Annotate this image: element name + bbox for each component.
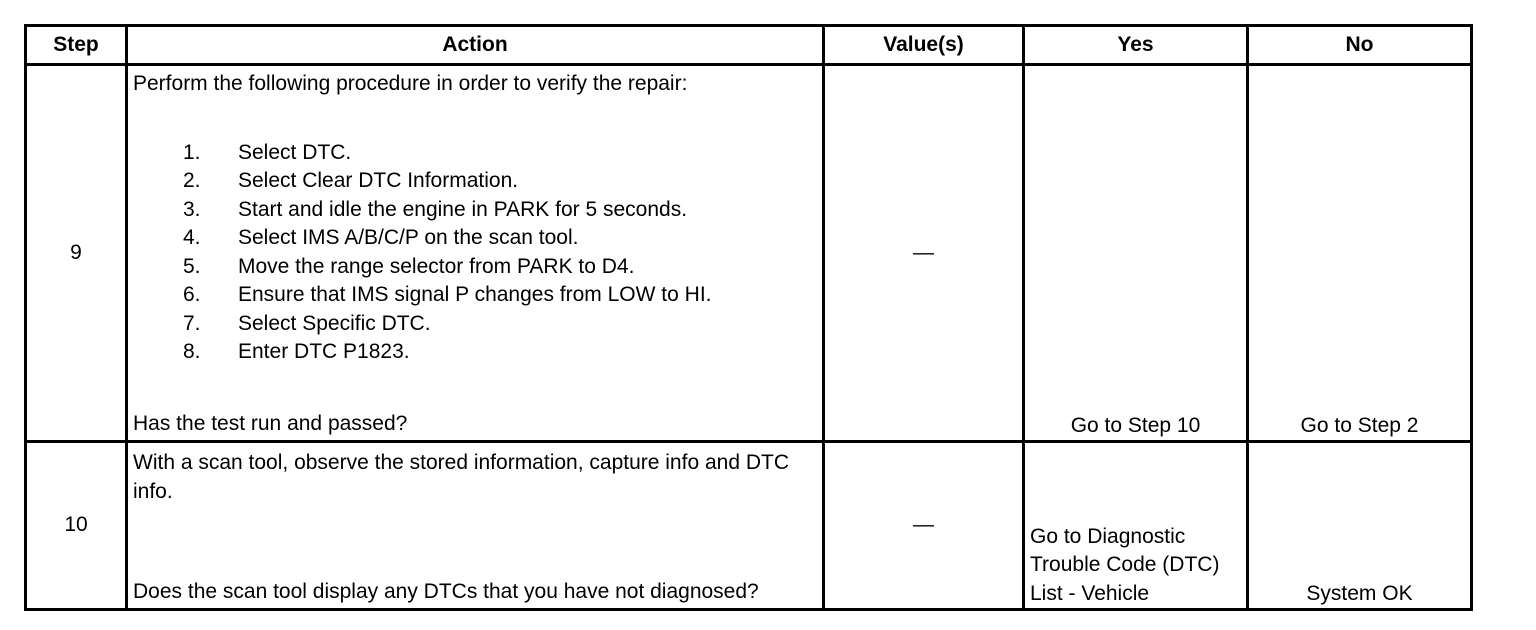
- procedure-item: [133, 196, 817, 225]
- procedure-item: [133, 281, 817, 310]
- procedure-item: [133, 310, 817, 339]
- diagnostic-table: [24, 24, 1473, 611]
- procedure-item-number: 2.: [183, 169, 201, 192]
- value-cell: —: [824, 442, 1024, 610]
- header-values: Value(s): [824, 26, 1024, 65]
- header-no: No: [1248, 26, 1472, 65]
- procedure-item-number: 7.: [183, 311, 201, 335]
- procedure-item-number: 4.: [183, 226, 201, 249]
- action-intro: Perform the following procedure in order to verify the repair:: [133, 72, 688, 95]
- table-row: [26, 65, 1472, 442]
- action-cell: [127, 65, 824, 442]
- step-number: 10: [26, 442, 127, 610]
- procedure-item-text: Select IMS A/B/C/P on the scan tool.: [238, 226, 579, 249]
- action-question: Has the test run and passed?: [133, 411, 408, 435]
- procedure-item-text: Enter DTC P1823.: [238, 340, 410, 363]
- yes-cell: Go to Step 10: [1024, 65, 1248, 442]
- procedure-item-text: Select Clear DTC Information.: [238, 169, 519, 192]
- procedure-item-text: Start and idle the engine in PARK for 5 seconds.: [238, 197, 688, 221]
- procedure-item-text: Ensure that IMS signal P changes from LOW to HI.: [238, 283, 712, 306]
- action-question: Does the scan tool display any DTCs that you have not diagnosed?: [133, 579, 759, 603]
- procedure-list: [133, 139, 817, 367]
- procedure-item: [133, 139, 817, 168]
- step-number: 9: [26, 65, 127, 442]
- value-cell: —: [824, 65, 1024, 442]
- yes-cell: Go to Diagnostic Trouble Code (DTC) List - Vehicle: [1024, 442, 1248, 610]
- procedure-item: [133, 253, 817, 282]
- procedure-item-text: Select DTC.: [238, 140, 352, 164]
- table-row: [26, 442, 1472, 610]
- procedure-item-number: 8.: [183, 340, 201, 363]
- header-row: [26, 26, 1472, 65]
- header-step: Step: [26, 26, 127, 65]
- procedure-item-number: 1.: [183, 140, 201, 164]
- procedure-item: [133, 338, 817, 367]
- procedure-item-number: 3.: [183, 197, 201, 221]
- procedure-item: [133, 224, 817, 253]
- procedure-item-number: 5.: [183, 254, 201, 278]
- procedure-item-number: 6.: [183, 283, 201, 306]
- procedure-item: [133, 167, 817, 196]
- action-intro: With a scan tool, observe the stored information, capture info and DTC info.: [133, 451, 789, 503]
- action-cell: [127, 442, 824, 610]
- header-yes: Yes: [1024, 26, 1248, 65]
- no-cell: System OK: [1248, 442, 1472, 610]
- procedure-item-text: Move the range selector from PARK to D4.: [238, 254, 635, 278]
- no-cell: Go to Step 2: [1248, 65, 1472, 442]
- procedure-item-text: Select Specific DTC.: [238, 311, 431, 335]
- header-action: Action: [127, 26, 824, 65]
